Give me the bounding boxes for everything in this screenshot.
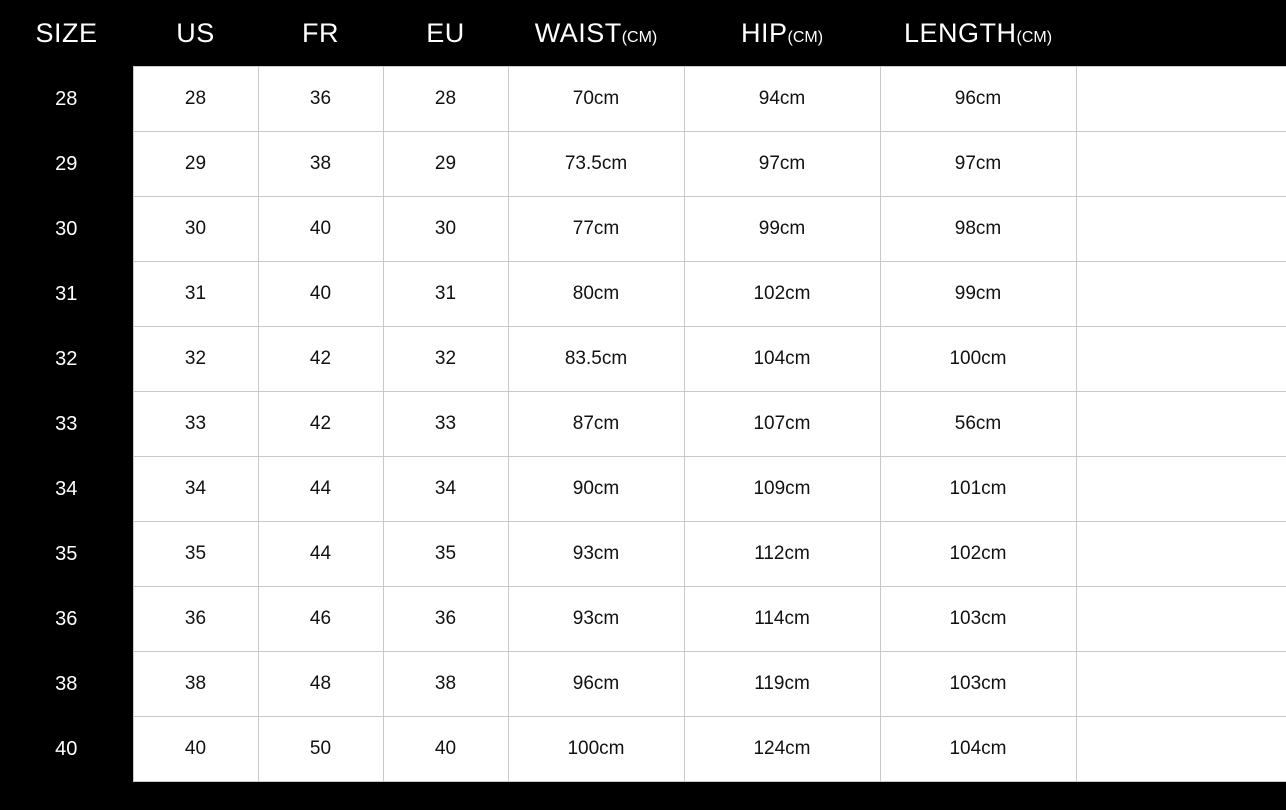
cell-us: 30 [133,197,258,262]
cell-us: 31 [133,262,258,327]
cell-waist: 70cm [508,67,684,132]
table-row [0,197,1286,262]
cell-waist: 96cm [508,652,684,717]
cell-spacer [1076,457,1286,522]
cell-fr: 36 [258,67,383,132]
cell-us: 33 [133,392,258,457]
cell-eu: 30 [383,197,508,262]
column-header-waist-label: WAIST [534,17,622,48]
cell-hip: 114cm [684,587,880,652]
column-header-fr [258,0,383,67]
cell-fr: 46 [258,587,383,652]
column-header-length-label: LENGTH [903,17,1017,48]
table-row [0,652,1286,717]
cell-spacer [1076,197,1286,262]
cell-eu: 29 [383,132,508,197]
cell-waist: 83.5cm [508,327,684,392]
cell-length: 56cm [880,392,1076,457]
column-header-us [133,0,258,67]
cell-fr: 50 [258,717,383,782]
cell-us: 34 [133,457,258,522]
cell-length: 104cm [880,717,1076,782]
cell-eu: 32 [383,327,508,392]
column-header-length-unit: (CM) [1016,28,1053,46]
column-header-hip-label: HIP [740,17,788,48]
cell-size: 29 [0,132,133,197]
table-row [0,392,1286,457]
cell-fr: 42 [258,392,383,457]
cell-length: 98cm [880,197,1076,262]
cell-hip: 119cm [684,652,880,717]
column-header-us-label: US [176,17,215,48]
cell-fr: 38 [258,132,383,197]
cell-waist: 77cm [508,197,684,262]
table-row [0,587,1286,652]
cell-us: 35 [133,522,258,587]
cell-spacer [1076,132,1286,197]
cell-waist: 87cm [508,392,684,457]
cell-waist: 80cm [508,262,684,327]
column-header-eu-label: EU [426,17,465,48]
cell-length: 101cm [880,457,1076,522]
cell-hip: 107cm [684,392,880,457]
cell-length: 100cm [880,327,1076,392]
cell-size: 30 [0,197,133,262]
cell-fr: 42 [258,327,383,392]
table-row [0,717,1286,782]
column-header-length [880,0,1076,67]
cell-spacer [1076,717,1286,782]
cell-us: 36 [133,587,258,652]
table-row [0,327,1286,392]
table-row [0,132,1286,197]
cell-length: 97cm [880,132,1076,197]
cell-spacer [1076,587,1286,652]
cell-fr: 48 [258,652,383,717]
cell-spacer [1076,392,1286,457]
cell-size: 33 [0,392,133,457]
column-header-hip [684,0,880,67]
cell-size: 40 [0,717,133,782]
cell-eu: 40 [383,717,508,782]
cell-size: 34 [0,457,133,522]
table-header [0,0,1286,67]
column-header-spacer [1076,0,1286,67]
cell-hip: 112cm [684,522,880,587]
cell-fr: 40 [258,262,383,327]
cell-hip: 94cm [684,67,880,132]
cell-eu: 33 [383,392,508,457]
cell-size: 32 [0,327,133,392]
cell-hip: 99cm [684,197,880,262]
cell-spacer [1076,652,1286,717]
cell-waist: 93cm [508,587,684,652]
cell-us: 40 [133,717,258,782]
cell-eu: 38 [383,652,508,717]
cell-waist: 93cm [508,522,684,587]
column-header-hip-unit: (CM) [787,28,824,46]
cell-eu: 31 [383,262,508,327]
cell-eu: 28 [383,67,508,132]
column-header-fr-label: FR [302,17,339,48]
column-header-waist [508,0,684,67]
cell-length: 96cm [880,67,1076,132]
column-header-waist-unit: (CM) [621,28,658,46]
table-row [0,522,1286,587]
cell-size: 28 [0,67,133,132]
cell-hip: 104cm [684,327,880,392]
cell-size: 35 [0,522,133,587]
cell-spacer [1076,67,1286,132]
cell-fr: 40 [258,197,383,262]
cell-fr: 44 [258,522,383,587]
table-row [0,457,1286,522]
cell-length: 102cm [880,522,1076,587]
cell-size: 38 [0,652,133,717]
cell-waist: 73.5cm [508,132,684,197]
table-row [0,67,1286,132]
column-header-size-label: SIZE [35,17,98,48]
cell-hip: 124cm [684,717,880,782]
cell-waist: 90cm [508,457,684,522]
cell-eu: 34 [383,457,508,522]
table-body [0,67,1286,782]
cell-spacer [1076,327,1286,392]
cell-length: 99cm [880,262,1076,327]
cell-us: 38 [133,652,258,717]
cell-hip: 109cm [684,457,880,522]
cell-length: 103cm [880,652,1076,717]
cell-us: 28 [133,67,258,132]
cell-spacer [1076,522,1286,587]
cell-length: 103cm [880,587,1076,652]
column-header-size [0,0,133,67]
cell-eu: 36 [383,587,508,652]
cell-fr: 44 [258,457,383,522]
table-row [0,262,1286,327]
cell-hip: 102cm [684,262,880,327]
cell-us: 32 [133,327,258,392]
cell-hip: 97cm [684,132,880,197]
cell-eu: 35 [383,522,508,587]
cell-spacer [1076,262,1286,327]
cell-waist: 100cm [508,717,684,782]
column-header-eu [383,0,508,67]
cell-size: 31 [0,262,133,327]
cell-size: 36 [0,587,133,652]
cell-us: 29 [133,132,258,197]
header-row [0,0,1286,67]
